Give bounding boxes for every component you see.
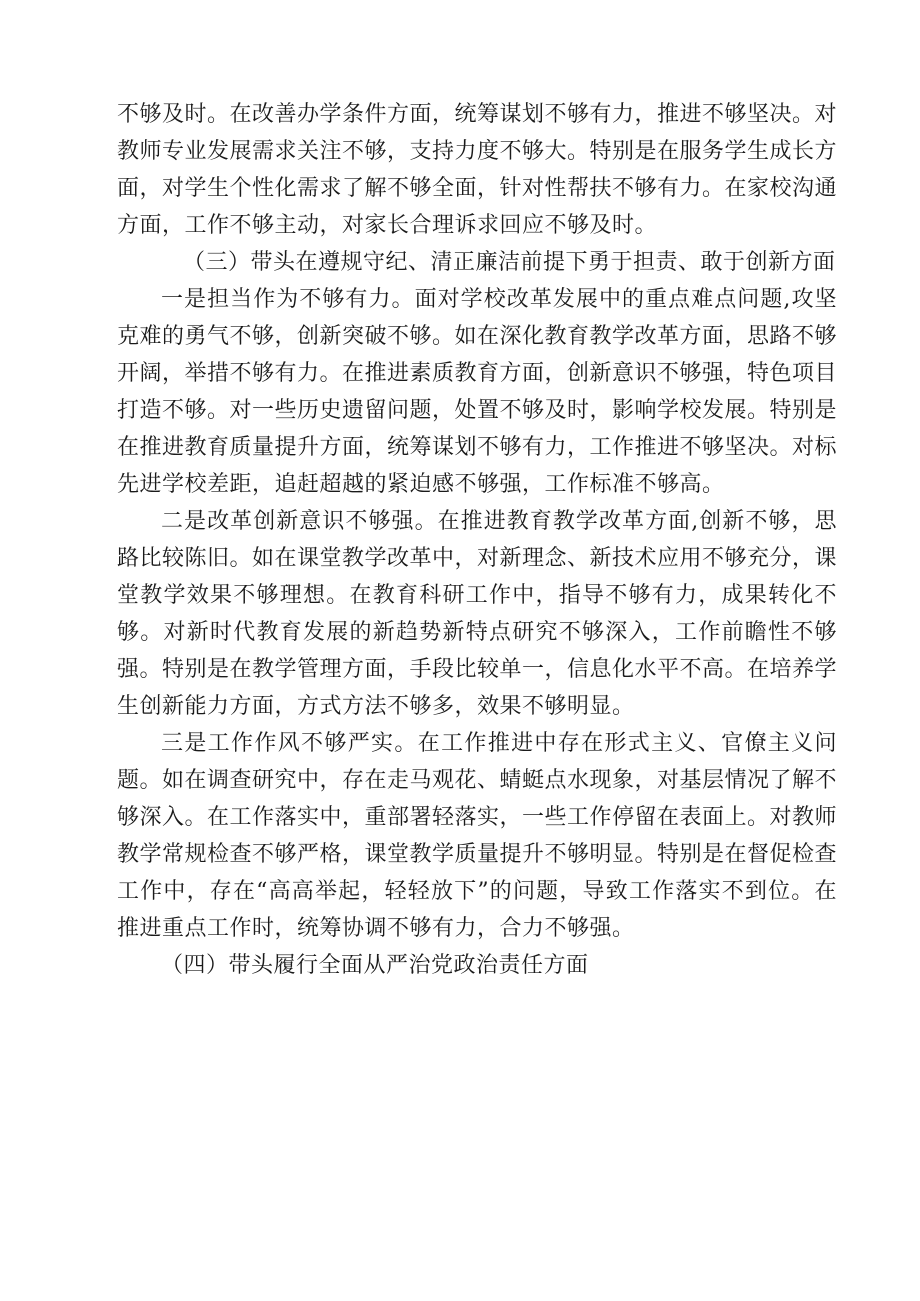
paragraph-innovation: 二是改革创新意识不够强。在推进教育教学改革方面,创新不够，思路比较陈旧。如在课堂教学改革中，对新理念、新技术应用不够充分，课堂教学效果不够理想。在教育科研工作中，指导不够有力，成果转化不够。对新时代教育发展的新趋势新特点研究不够深入，工作前瞻性不够强。特别是在教学管理方面，手段比较单一，信息化水平不高。在培养学生创新能力方面，方式方法不够多，效果不够明显。 (117, 509, 838, 719)
section-heading-4: （四）带头履行全面从严治党政治责任方面 (161, 953, 589, 978)
paragraph-continuation: 不够及时。在改善办学条件方面，统筹谋划不够有力，推进不够坚决。对教师专业发展需求关注不够，支持力度不够大。特别是在服务学生成长方面，对学生个性化需求了解不够全面，针对性帮扶不够有力。在家校沟通方面，工作不够主动，对家长合理诉求回应不够及时。 (117, 102, 838, 238)
section-heading-3: （三）带头在遵规守纪、清正廉洁前提下勇于担责、敢于创新方面 (183, 250, 836, 275)
document-body (117, 96, 837, 984)
paragraph-responsibility: 一是担当作为不够有力。面对学校改革发展中的重点难点问题,攻坚克难的勇气不够，创新突破不够。如在深化教育教学改革方面，思路不够开阔，举措不够有力。在推进素质教育方面，创新意识不够强，特色项目打造不够。对一些历史遗留问题，处置不够及时，影响学校发展。特别是在推进教育质量提升方面，统筹谋划不够有力，工作推进不够坚决。对标先进学校差距，追赶超越的紧迫感不够强，工作标准不够高。 (117, 287, 838, 497)
paragraph-work-style: 三是工作作风不够严实。在工作推进中存在形式主义、官僚主义问题。如在调查研究中，存在走马观花、蜻蜓点水现象，对基层情况了解不够深入。在工作落实中，重部署轻落实，一些工作停留在表面上。对教师教学常规检查不够严格，课堂教学质量提升不够明显。特别是在督促检查工作中，存在“高高举起，轻轻放下”的问题，导致工作落实不到位。在推进重点工作时，统筹协调不够有力，合力不够强。 (117, 731, 838, 941)
